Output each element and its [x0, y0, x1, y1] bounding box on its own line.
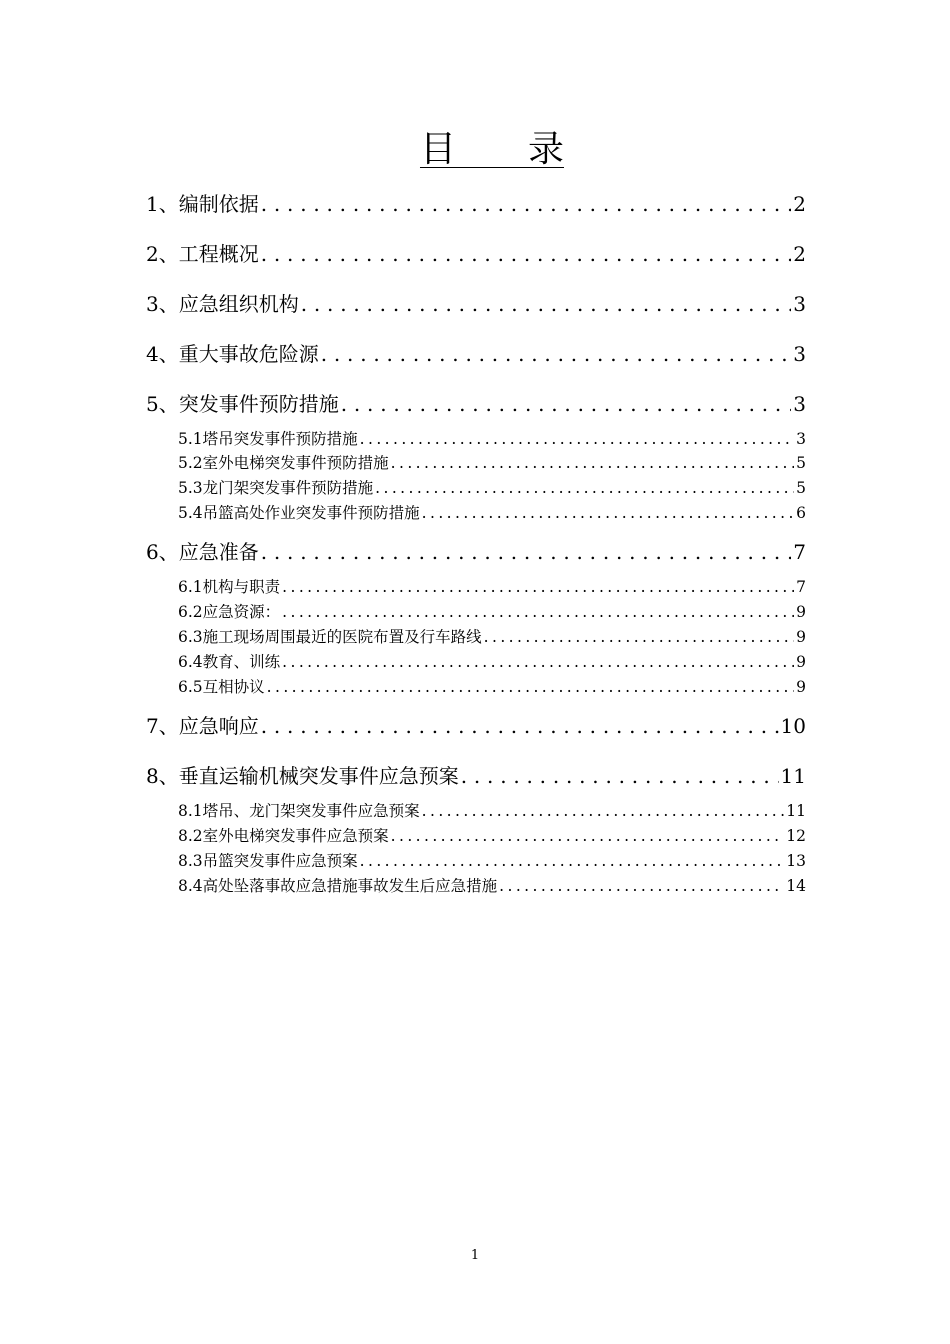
- toc-dot-leader: [373, 477, 794, 499]
- toc-entry[interactable]: [178, 576, 806, 598]
- toc-dot-leader: [389, 452, 794, 474]
- toc-entry[interactable]: [146, 538, 806, 566]
- toc-entry-label: 5.2室外电梯突发事件预防措施: [178, 454, 389, 472]
- toc-entry-page: 11: [780, 764, 806, 788]
- toc-entry-page: 10: [780, 714, 806, 738]
- toc-dot-leader: [459, 762, 779, 790]
- toc-entry[interactable]: [146, 340, 806, 368]
- toc-entry-label: 6.4教育、训练: [178, 653, 281, 671]
- toc-entry[interactable]: [178, 800, 806, 822]
- toc-entry[interactable]: [146, 190, 806, 218]
- toc-entry-label: 6.1机构与职责: [178, 578, 281, 596]
- toc-entry-label: 1、编制依据: [146, 192, 259, 216]
- toc-entry-label: 8.1塔吊、龙门架突发事件应急预案: [178, 802, 420, 820]
- toc-entry-label: 6、应急准备: [146, 540, 259, 564]
- toc-dot-leader: [482, 626, 794, 648]
- toc-entry-page: 12: [786, 827, 806, 845]
- toc-entry-page: 7: [796, 578, 806, 596]
- toc-dot-leader: [420, 502, 794, 524]
- toc-entry-label: 4、重大事故危险源: [146, 342, 319, 366]
- toc-entry[interactable]: [178, 850, 806, 872]
- toc-dot-leader: [259, 712, 779, 740]
- toc-entry-page: 2: [793, 192, 806, 216]
- toc-dot-leader: [265, 676, 794, 698]
- toc-entry[interactable]: [178, 651, 806, 673]
- toc-entry[interactable]: [178, 477, 806, 499]
- toc-entry[interactable]: [178, 626, 806, 648]
- toc-entry[interactable]: [146, 240, 806, 268]
- toc-entry-page: 13: [786, 852, 806, 870]
- toc-entry-label: 5.4吊篮高处作业突发事件预防措施: [178, 504, 420, 522]
- toc-entry-page: 3: [796, 430, 806, 448]
- toc-dot-leader: [497, 875, 784, 897]
- toc-entry[interactable]: [178, 502, 806, 524]
- toc-entry-label: 3、应急组织机构: [146, 292, 299, 316]
- toc-entry-page: 3: [793, 292, 806, 316]
- toc-entry-label: 2、工程概况: [146, 242, 259, 266]
- toc-dot-leader: [420, 800, 785, 822]
- toc-entry-page: 3: [793, 342, 806, 366]
- toc-entry-label: 8、垂直运输机械突发事件应急预案: [146, 764, 459, 788]
- toc-entry-label: 7、应急响应: [146, 714, 259, 738]
- toc-dot-leader: [280, 576, 794, 598]
- toc-dot-leader: [389, 825, 785, 847]
- toc-entry-page: 14: [786, 877, 806, 895]
- toc-entry[interactable]: [146, 290, 806, 318]
- toc-entry-page: 9: [796, 678, 806, 696]
- toc-entry[interactable]: [178, 452, 806, 474]
- toc-dot-leader: [339, 390, 792, 418]
- toc-entry-page: 11: [786, 802, 806, 820]
- toc-entry-label: 5.3龙门架突发事件预防措施: [178, 479, 374, 497]
- toc-dot-leader: [259, 240, 792, 268]
- toc-entry-label: 6.5互相协议: [178, 678, 265, 696]
- toc-dot-leader: [358, 428, 794, 450]
- toc-entry[interactable]: [178, 428, 806, 450]
- toc-entry[interactable]: [178, 875, 806, 897]
- toc-entry[interactable]: [146, 762, 806, 790]
- toc-entry-label: 6.3施工现场周围最近的医院布置及行车路线: [178, 628, 482, 646]
- toc-entry-label: 5.1塔吊突发事件预防措施: [178, 430, 358, 448]
- toc-dot-leader: [319, 340, 792, 368]
- toc-entry-page: 9: [796, 603, 806, 621]
- toc-dot-leader: [259, 190, 792, 218]
- toc-entry-page: 7: [793, 540, 806, 564]
- toc-entry-label: 8.4高处坠落事故应急措施事故发生后应急措施: [178, 877, 498, 895]
- page-title-text: 目 录: [419, 129, 564, 170]
- toc-entry[interactable]: [146, 390, 806, 418]
- toc-entry-label: 5、突发事件预防措施: [146, 392, 339, 416]
- page-number: 1: [470, 1248, 480, 1263]
- toc-dot-leader: [280, 651, 794, 673]
- toc-entry-page: 9: [796, 628, 806, 646]
- toc-entry-page: 5: [796, 454, 806, 472]
- toc-entry[interactable]: [178, 601, 806, 623]
- toc-dot-leader: [280, 601, 794, 623]
- toc-entry-page: 6: [796, 504, 806, 522]
- toc-entry[interactable]: [178, 676, 806, 698]
- toc-entry-label: 6.2应急资源：: [178, 603, 281, 621]
- toc-entry-label: 8.2室外电梯突发事件应急预案: [178, 827, 389, 845]
- toc-entry-label: 8.3吊篮突发事件应急预案: [178, 852, 358, 870]
- toc-entry-page: 3: [793, 392, 806, 416]
- toc-entry[interactable]: [146, 712, 806, 740]
- toc-entry[interactable]: [178, 825, 806, 847]
- toc-entry-page: 2: [793, 242, 806, 266]
- toc-dot-leader: [259, 538, 792, 566]
- toc-entry-page: 5: [796, 479, 806, 497]
- toc-entry-page: 9: [796, 653, 806, 671]
- toc-dot-leader: [299, 290, 792, 318]
- toc-dot-leader: [358, 850, 785, 872]
